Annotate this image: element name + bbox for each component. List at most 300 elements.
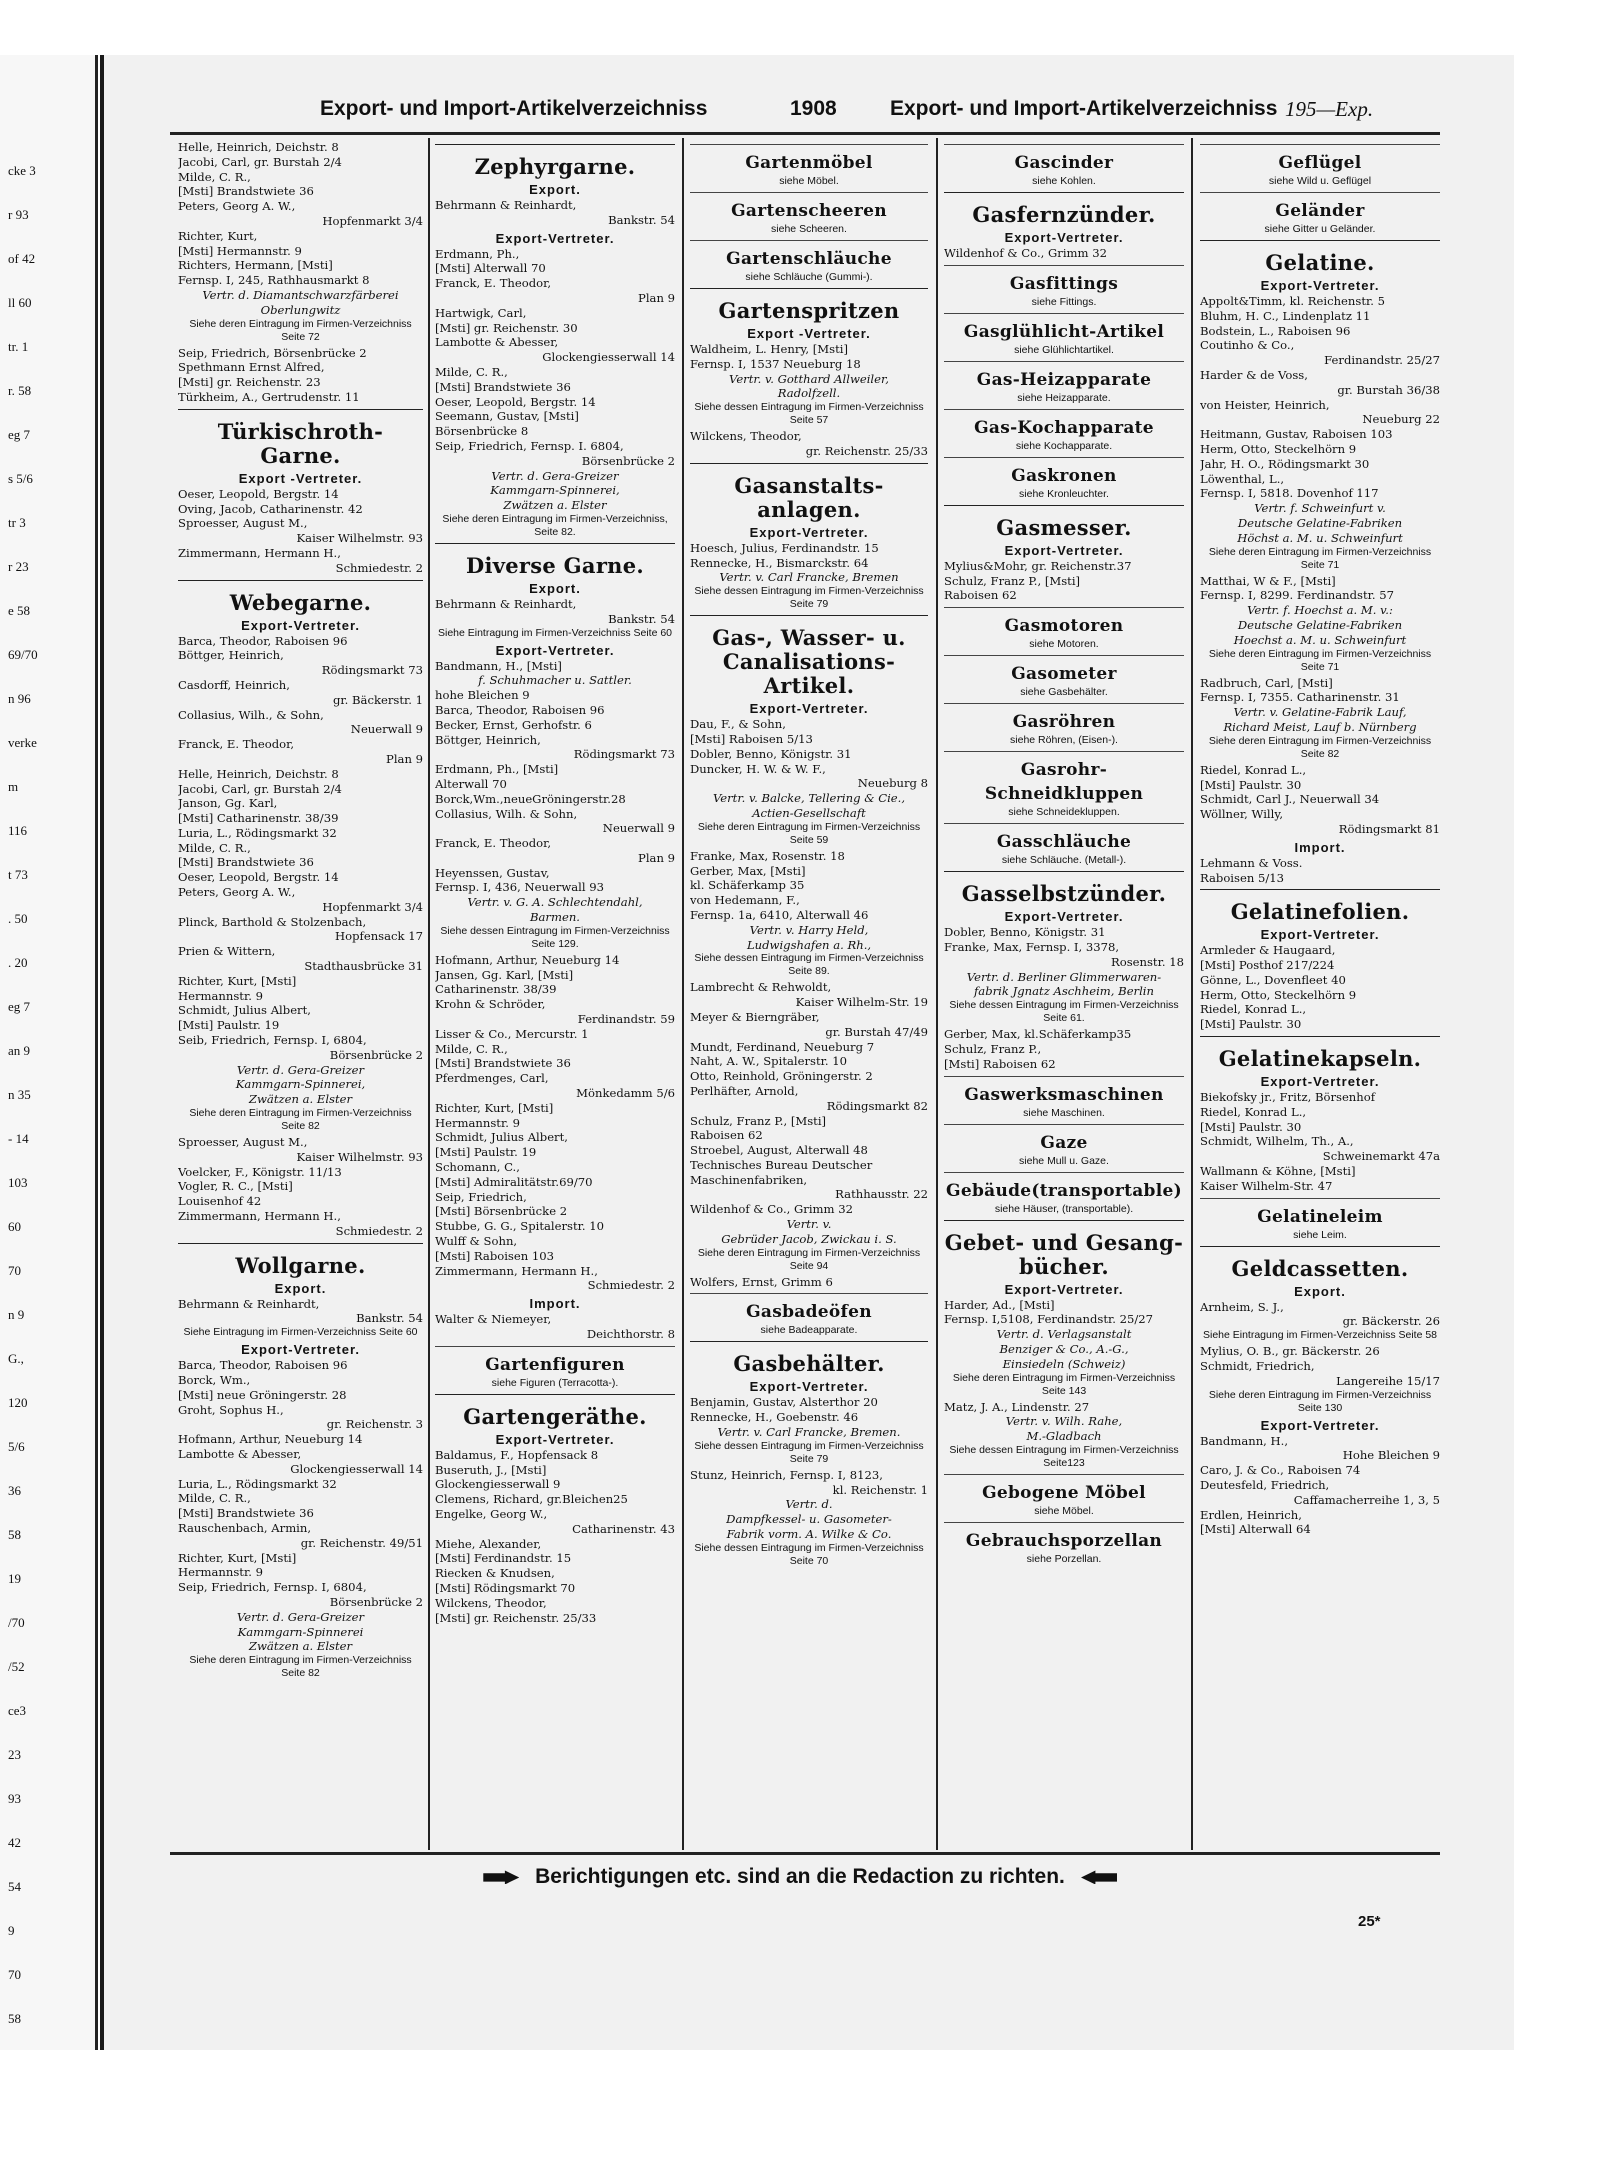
category-block bbox=[944, 823, 1184, 867]
listing-line: Zwätzen a. Elster bbox=[248, 1092, 353, 1107]
listing-line: [Msti] Hermannstr. 9 bbox=[178, 243, 302, 258]
listing-line: Arnheim, S. J., bbox=[1200, 1299, 1284, 1314]
listing-line: Vertr. v. Gotthard Allweiler, bbox=[729, 371, 889, 386]
listing-line: Rauschenbach, Armin, bbox=[178, 1520, 312, 1535]
cross-reference: siehe Kronleuchter. bbox=[1019, 487, 1109, 500]
listing-line: Harder & de Voss, bbox=[1200, 367, 1308, 382]
listing-line: Hopfenmarkt 3/4 bbox=[322, 899, 423, 914]
listing-line: Collasius, Wilh. & Sohn, bbox=[435, 806, 578, 821]
listing-entry bbox=[944, 925, 1184, 999]
listing-entry bbox=[690, 1468, 928, 1542]
listing-line: Gerber, Max, kl.Schäferkamp35 bbox=[944, 1027, 1132, 1042]
adjacent-page-fragment: cke 3 bbox=[8, 163, 36, 178]
listing-line: Hoechst a. M. u. Schweinfurt bbox=[1233, 632, 1407, 647]
listing-line: Ferdinandstr. 25/27 bbox=[1324, 353, 1440, 368]
listing-line: Jacobi, Carl, gr. Burstah 2/4 bbox=[178, 781, 342, 796]
listing-line: Jahr, H. O., Rödingsmarkt 30 bbox=[1200, 456, 1370, 471]
listing-line: Oeser, Leopold, Bergstr. 14 bbox=[178, 870, 339, 885]
listing-line: Voelcker, F., Königstr. 11/13 bbox=[178, 1164, 342, 1179]
listing-line: Vertr. d. Verlagsanstalt bbox=[996, 1327, 1132, 1342]
listing-line: Lambotte & Abesser, bbox=[178, 1446, 302, 1461]
category-heading: Gebogene Möbel bbox=[982, 1482, 1146, 1503]
listing-line: Vertr. v. Harry Held, bbox=[749, 922, 869, 937]
adjacent-page-fragment: eg 7 bbox=[8, 999, 31, 1014]
listing-entry bbox=[1200, 1090, 1440, 1194]
listing-entry bbox=[1200, 1300, 1440, 1330]
listing-line: Matthai, W & F., [Msti] bbox=[1200, 573, 1336, 588]
listing-line: [Msti] Alterwall 70 bbox=[435, 261, 546, 276]
listing-line: [Msti] gr. Reichenstr. 25/33 bbox=[435, 1610, 597, 1625]
registry-reference: Siehe deren Eintragung im Firmen-Verzeichniss Seite 82 bbox=[189, 1107, 412, 1133]
registry-reference: Siehe dessen Eintragung im Firmen-Verzeichniss Seite 79 bbox=[694, 585, 924, 611]
listing-line: Biekofsky jr., Fritz, Börsenhof bbox=[1200, 1090, 1376, 1105]
adjacent-page-fragment: r 23 bbox=[8, 559, 29, 574]
listing-line: Caffamacherreihe 1, 3, 5 bbox=[1293, 1492, 1440, 1507]
listing-line: Catharinenstr. 38/39 bbox=[435, 982, 557, 997]
listing-line: Schmiedestr. 2 bbox=[335, 560, 423, 575]
listing-line: gr. Reichenstr. 49/51 bbox=[300, 1535, 423, 1550]
cross-reference: siehe Möbel. bbox=[779, 175, 839, 187]
pointing-hand-icon bbox=[1081, 1870, 1117, 1884]
category-block bbox=[944, 703, 1184, 747]
listing-line: Alterwall 70 bbox=[435, 776, 507, 791]
registry-reference: Siehe deren Eintragung im Firmen-Verzeichniss Seite 82 bbox=[189, 1654, 412, 1680]
category-heading: Geländer bbox=[1275, 201, 1365, 221]
listing-line: Baldamus, F., Hopfensack 8 bbox=[435, 1447, 599, 1462]
listing-line: [Msti] Rödingsmarkt 70 bbox=[435, 1580, 576, 1595]
adjacent-page-fragment: tr 3 bbox=[8, 515, 26, 530]
section-label: Export-Vertreter. bbox=[241, 617, 360, 633]
listing-line: Jacobi, Carl, gr. Burstah 2/4 bbox=[178, 154, 342, 169]
category-block bbox=[690, 463, 928, 522]
listing-line: Zimmermann, Hermann H., bbox=[435, 1263, 598, 1278]
category-block bbox=[1200, 889, 1440, 924]
listing-line: Erdmann, Ph., [Msti] bbox=[435, 762, 559, 777]
listing-line: Gebrüder Jacob, Zwickau i. S. bbox=[721, 1231, 897, 1246]
listing-line: Barmen. bbox=[530, 910, 580, 925]
listing-line: Vertr. d. Berliner Glimmerwaren- bbox=[966, 969, 1162, 984]
category-heading: Wollgarne. bbox=[235, 1252, 366, 1278]
listing-line: Stroebel, August, Alterwall 48 bbox=[690, 1143, 868, 1158]
category-block bbox=[944, 871, 1184, 906]
adjacent-page-fragment: n 9 bbox=[8, 1307, 25, 1322]
category-block bbox=[1200, 1198, 1440, 1242]
listing-line: Wöllner, Willy, bbox=[1200, 807, 1284, 822]
listing-line: Groht, Sophus H., bbox=[178, 1402, 284, 1417]
listing-line: [Msti] neue Gröningerstr. 28 bbox=[178, 1387, 347, 1402]
category-block bbox=[690, 1293, 928, 1337]
listing-line: Zimmermann, Hermann H., bbox=[178, 1209, 341, 1224]
category-heading: Gebrauchsporzellan bbox=[965, 1530, 1163, 1551]
listing-entry bbox=[1200, 943, 1440, 1032]
listing-line: Vertr. v. Wilh. Rahe, bbox=[1005, 1414, 1123, 1429]
listing-line: f. Schuhmacher u. Sattler. bbox=[478, 673, 632, 688]
section-label: Import. bbox=[529, 1296, 581, 1312]
adjacent-page-fragment: n 96 bbox=[8, 691, 31, 706]
category-heading: Gelatine. bbox=[1265, 250, 1375, 275]
listing-line: Helle, Heinrich, Deichstr. 8 bbox=[178, 766, 339, 781]
listing-line: Schulz, Franz P., bbox=[944, 1041, 1042, 1056]
registry-reference: Siehe deren Eintragung im Firmen-Verzeichniss Seite 59 bbox=[697, 820, 921, 846]
listing-line: Lambrecht & Rehwoldt, bbox=[690, 980, 832, 995]
adjacent-page-fragment: s 5/6 bbox=[8, 471, 33, 486]
category-heading: Gartenmöbel bbox=[745, 153, 873, 173]
listing-line: Deichthorstr. 8 bbox=[586, 1327, 675, 1341]
category-heading: Gasglühlicht-Artikel bbox=[963, 321, 1165, 342]
category-heading: Gelatinekapseln. bbox=[1218, 1046, 1422, 1072]
listing-line: Vertr. f. Schweinfurt v. bbox=[1254, 501, 1386, 516]
listing-line: Hermannstr. 9 bbox=[435, 1115, 520, 1130]
listing-line: Bluhm, H. C., Lindenplatz 11 bbox=[1200, 308, 1371, 323]
listing-line: Neuerwall 9 bbox=[350, 722, 423, 737]
listing-line: Kaiser Wilhelm-Str. 47 bbox=[1200, 1178, 1333, 1193]
adjacent-page-fragment: e 58 bbox=[8, 603, 31, 618]
listing-line: kl. Reichenstr. 1 bbox=[832, 1482, 928, 1497]
listing-line: Richter, Kurt, bbox=[178, 228, 258, 243]
listing-line: Lisser & Co., Mercurstr. 1 bbox=[435, 1026, 589, 1041]
listing-line: Schmidt, Julius Albert, bbox=[178, 1003, 311, 1018]
category-heading: Gasmesser. bbox=[996, 514, 1132, 540]
listing-line: Milde, C. R., bbox=[178, 840, 251, 855]
listing-entry bbox=[178, 346, 423, 405]
listing-line: Benziger & Co., A.-G., bbox=[999, 1341, 1129, 1356]
listing-line: Richter, Kurt, [Msti] bbox=[435, 1100, 554, 1115]
footer-rule bbox=[170, 1852, 1440, 1855]
listing-entry bbox=[690, 1395, 928, 1439]
adjacent-page-fragment: 70 bbox=[8, 1967, 21, 1982]
listing-line: [Msti] Admiralitätstr.69/70 bbox=[435, 1174, 593, 1189]
listing-line: Vertr. d. Diamantschwarzfärberei bbox=[202, 287, 399, 302]
listing-line: Wallmann & Köhne, [Msti] bbox=[1200, 1164, 1356, 1179]
listing-line: Riedel, Konrad L., bbox=[1200, 1104, 1307, 1119]
listing-line: Richter, Kurt, [Msti] bbox=[178, 1550, 297, 1565]
listing-line: [Msti] Raboisen 5/13 bbox=[690, 731, 813, 746]
listing-line: Kaiser Wilhelmstr. 93 bbox=[296, 531, 423, 546]
listing-line: Hoesch, Julius, Ferdinandstr. 15 bbox=[690, 540, 879, 555]
listing-line: Hofmann, Arthur, Neueburg 14 bbox=[435, 952, 620, 967]
listing-line: Appolt&Timm, kl. Reichenstr. 5 bbox=[1200, 294, 1385, 308]
category-block bbox=[178, 580, 423, 615]
listing-line: Schulz, Franz P., [Msti] bbox=[690, 1113, 827, 1128]
listing-line: Schmidt, Wilhelm, Th., A., bbox=[1200, 1134, 1354, 1149]
listing-line: [Msti] Catharinenstr. 38/39 bbox=[178, 811, 339, 826]
listing-line: Rödingsmarkt 81 bbox=[1338, 821, 1440, 836]
adjacent-page-fragment: 60 bbox=[8, 1219, 21, 1234]
listing-entry bbox=[1200, 763, 1440, 837]
listing-line: gr. Reichenstr. 3 bbox=[326, 1417, 423, 1432]
category-block bbox=[435, 1394, 675, 1429]
listing-entry bbox=[1200, 856, 1440, 886]
column-divider bbox=[428, 138, 430, 1850]
adjacent-page-fragment: 93 bbox=[8, 1791, 21, 1806]
listing-line: Benjamin, Gustav, Alsterthor 20 bbox=[690, 1395, 878, 1410]
listing-line: Vertr. v. Balcke, Tellering & Cie., bbox=[712, 791, 906, 806]
adjacent-page-fragment: 120 bbox=[8, 1395, 28, 1410]
listing-line: Behrmann & Reinhardt, bbox=[435, 596, 577, 611]
listing-line: Kammgarn-Spinnerei bbox=[237, 1624, 364, 1639]
cross-reference: siehe Häuser, (transportable). bbox=[994, 1202, 1134, 1215]
listing-line: Oeser, Leopold, Bergstr. 14 bbox=[435, 394, 596, 409]
listing-entry bbox=[435, 597, 675, 627]
category-block bbox=[690, 615, 928, 698]
registry-reference: Siehe deren Eintragung im Firmen-Verzeichniss Seite 71 bbox=[1208, 545, 1432, 571]
listing-entry bbox=[944, 1027, 1184, 1071]
listing-line: Engelke, Georg W., bbox=[435, 1506, 548, 1521]
listing-line: Börsenbrücke 2 bbox=[329, 1594, 423, 1609]
listing-line: Hartwigk, Carl, bbox=[435, 305, 527, 320]
adjacent-page-fragment: . 50 bbox=[8, 911, 28, 926]
listing-line: Wilckens, Theodor, bbox=[435, 1595, 547, 1610]
page-number: 25* bbox=[1358, 1913, 1381, 1930]
listing-line: Radolfzell. bbox=[777, 386, 841, 401]
listing-line: Löwenthal, L., bbox=[1200, 471, 1285, 486]
section-label: Export. bbox=[274, 1280, 327, 1296]
listing-line: Hopfensack 17 bbox=[335, 929, 423, 944]
adjacent-page-fragment: n 35 bbox=[8, 1087, 31, 1102]
listing-line: Bandmann, H., [Msti] bbox=[435, 658, 562, 673]
pointing-hand-icon bbox=[483, 1870, 519, 1884]
adjacent-page-fragment: an 9 bbox=[8, 1043, 31, 1058]
listing-line: Rödingsmarkt 73 bbox=[573, 747, 675, 762]
listing-line: Kammgarn-Spinnerei, bbox=[490, 483, 620, 498]
listing-line: Fernsp. I, 5818. Dovenhof 117 bbox=[1200, 486, 1379, 501]
listing-line: Radbruch, Carl, [Msti] bbox=[1200, 675, 1333, 690]
listing-line: Richard Meist, Lauf b. Nürnberg bbox=[1223, 719, 1417, 734]
listing-entry bbox=[435, 1448, 675, 1626]
adjacent-page-fragment: verke bbox=[8, 735, 37, 750]
listing-line: Stunz, Heinrich, Fernsp. I, 8123, bbox=[690, 1467, 883, 1482]
column-3 bbox=[690, 140, 928, 1850]
category-heading: Gasanstalts-anlagen. bbox=[734, 472, 884, 522]
adjacent-page-fragment: /52 bbox=[8, 1659, 25, 1674]
listing-line: Dobler, Benno, Königstr. 31 bbox=[690, 746, 852, 761]
listing-line: Böttger, Heinrich, bbox=[178, 648, 284, 663]
section-label: Export-Vertreter. bbox=[749, 524, 869, 540]
registry-reference: Siehe dessen Eintragung im Firmen-Verzeichniss Seite 61. bbox=[949, 999, 1179, 1025]
cross-reference: siehe Badeapparate. bbox=[760, 1324, 858, 1337]
registry-reference: Siehe deren Eintragung im Firmen-Verzeichniss, Seite 82. bbox=[442, 512, 668, 538]
category-block bbox=[944, 313, 1184, 357]
listing-line: Ferdinandstr. 59 bbox=[577, 1012, 675, 1027]
listing-line: Plan 9 bbox=[638, 290, 675, 305]
listing-line: Franke, Max, Fernsp. I, 3378, bbox=[944, 939, 1120, 954]
category-block bbox=[944, 457, 1184, 501]
category-block bbox=[944, 265, 1184, 309]
cross-reference: siehe Scheeren. bbox=[771, 223, 847, 235]
category-heading: Gaze bbox=[1040, 1132, 1088, 1153]
listing-line: Dobler, Benno, Königstr. 31 bbox=[944, 925, 1106, 940]
listing-line: Riedel, Konrad L., bbox=[1200, 762, 1307, 777]
column-divider bbox=[1191, 138, 1193, 1850]
listing-line: Rödingsmarkt 73 bbox=[321, 663, 423, 678]
listing-line: Plinck, Barthold & Stolzenbach, bbox=[178, 914, 367, 929]
listing-line: Walter & Niemeyer, bbox=[435, 1312, 552, 1327]
listing-line: Casdorff, Heinrich, bbox=[178, 677, 290, 692]
category-heading: Webegarne. bbox=[229, 589, 372, 615]
listing-line: Riedel, Konrad L., bbox=[1200, 1002, 1307, 1017]
listing-line: Maschinenfabriken, bbox=[690, 1172, 808, 1187]
listing-line: Hohe Bleichen 9 bbox=[1342, 1448, 1440, 1463]
category-heading: Gelatineleim bbox=[1257, 1206, 1383, 1227]
listing-line: Hofmann, Arthur, Neueburg 14 bbox=[178, 1432, 363, 1447]
listing-line: Franck, E. Theodor, bbox=[435, 276, 552, 291]
listing-line: [Msti] Brandstwiete 36 bbox=[435, 1056, 571, 1071]
listing-entry bbox=[690, 980, 928, 1246]
listing-line: Technisches Bureau Deutscher bbox=[690, 1157, 873, 1172]
listing-line: Becker, Ernst, Gerhofstr. 6 bbox=[435, 717, 592, 732]
listing-line: Vertr. v. Carl Francke, Bremen bbox=[719, 570, 899, 585]
column-1 bbox=[178, 140, 423, 1850]
category-heading: Gascinder bbox=[1014, 153, 1114, 173]
listing-line: Fernsp. I, 1537 Neueburg 18 bbox=[690, 356, 861, 371]
listing-entry bbox=[1200, 574, 1440, 648]
listing-line: Peters, Georg A. W., bbox=[178, 199, 296, 214]
listing-entry bbox=[435, 659, 675, 925]
listing-line: Franck, E. Theodor, bbox=[178, 737, 295, 752]
footer-text: Berichtigungen etc. sind an die Redaction zu richten. bbox=[535, 1865, 1065, 1888]
listing-line: gr. Burstah 36/38 bbox=[1337, 382, 1440, 397]
listing-line: Miehe, Alexander, bbox=[435, 1536, 542, 1551]
category-block bbox=[1200, 1246, 1440, 1281]
listing-line: Lambotte & Abesser, bbox=[435, 335, 559, 350]
listing-line: Lehmann & Voss. bbox=[1200, 855, 1303, 870]
listing-line: Vertr. v. G. A. Schlechtendahl, bbox=[467, 895, 643, 910]
listing-entry bbox=[435, 953, 675, 1293]
section-label: Export -Vertreter. bbox=[747, 326, 871, 341]
listing-line: Actien-Gesellschaft bbox=[752, 805, 866, 820]
registry-reference: Siehe dessen Eintragung im Firmen-Verzeichniss Seite 129. bbox=[440, 924, 670, 950]
category-block bbox=[944, 1172, 1184, 1216]
listing-line: Kaiser Wilhelmstr. 93 bbox=[296, 1149, 423, 1164]
registry-reference: Siehe deren Eintragung im Firmen-Verzeichniss Seite 82 bbox=[1208, 734, 1432, 760]
category-heading: Gartenschläuche bbox=[726, 249, 892, 269]
column-divider bbox=[682, 138, 684, 1850]
listing-line: Neueburg 22 bbox=[1362, 412, 1440, 427]
listing-line: [Msti] Posthof 217/224 bbox=[1200, 958, 1335, 973]
category-heading: Gaswerksmaschinen bbox=[964, 1084, 1164, 1105]
adjacent-page-fragment: tr. 1 bbox=[8, 339, 29, 354]
category-heading: Gasometer bbox=[1011, 664, 1117, 685]
listing-line: Gerber, Max, [Msti] bbox=[690, 863, 806, 878]
listing-line: Mundt, Ferdinand, Neueburg 7 bbox=[690, 1039, 875, 1054]
category-heading: Gas-, Wasser- u. Canalisations-Artikel. bbox=[712, 625, 906, 699]
listing-line: Oving, Jacob, Catharinenstr. 42 bbox=[178, 501, 363, 516]
listing-line: Catharinenstr. 43 bbox=[572, 1521, 675, 1536]
listing-line: Pferdmenges, Carl, bbox=[435, 1071, 549, 1086]
listing-line: Bandmann, H., bbox=[1200, 1433, 1289, 1448]
adjacent-page-fragment: . 20 bbox=[8, 955, 28, 970]
listing-line: Vogler, R. C., [Msti] bbox=[178, 1179, 293, 1194]
adjacent-page-fragment: 58 bbox=[8, 1527, 21, 1542]
listing-line: Heitmann, Gustav, Raboisen 103 bbox=[1200, 427, 1393, 442]
listing-line: Zwätzen a. Elster bbox=[503, 498, 607, 513]
category-heading: Gasfittings bbox=[1009, 273, 1119, 294]
listing-line: Glockengiesserwall 9 bbox=[435, 1477, 561, 1492]
listing-line: Börsenbrücke 2 bbox=[581, 453, 675, 468]
cross-reference: siehe Porzellan. bbox=[1026, 1552, 1102, 1565]
listing-line: Borck,Wm.,neueGröningerstr.28 bbox=[435, 791, 626, 806]
category-block bbox=[944, 1522, 1184, 1566]
category-block bbox=[690, 1341, 928, 1376]
listing-line: Wulff & Sohn, bbox=[435, 1234, 518, 1249]
category-heading: Gartenscheeren bbox=[731, 201, 887, 221]
adjacent-page-fragment: /70 bbox=[8, 1615, 25, 1630]
category-block bbox=[944, 361, 1184, 405]
adjacent-page-fragment: 58 bbox=[8, 2011, 21, 2026]
listing-line: Sproesser, August M., bbox=[178, 516, 308, 531]
listing-line: Caro, J. & Co., Raboisen 74 bbox=[1200, 1463, 1361, 1478]
category-heading: Gartengeräthe. bbox=[463, 1403, 647, 1429]
listing-entry bbox=[690, 429, 928, 459]
listing-line: [Msti] Paulstr. 19 bbox=[435, 1145, 537, 1160]
listing-line: Harder, Ad., [Msti] bbox=[944, 1297, 1055, 1312]
section-label: Export. bbox=[529, 182, 581, 197]
section-label: Export-Vertreter. bbox=[1004, 1281, 1124, 1297]
listing-line: Bankstr. 54 bbox=[356, 1311, 423, 1326]
listing-entry bbox=[178, 1135, 423, 1239]
listing-line: Bodstein, L., Raboisen 96 bbox=[1200, 323, 1351, 338]
listing-entry bbox=[944, 1400, 1184, 1444]
listing-line: Neueburg 8 bbox=[857, 776, 928, 791]
column-2 bbox=[435, 140, 675, 1850]
listing-line: gr. Burstah 47/49 bbox=[825, 1024, 928, 1039]
header-rule bbox=[170, 132, 1440, 135]
listing-line: gr. Bäckerstr. 26 bbox=[1342, 1314, 1440, 1329]
category-block bbox=[944, 1474, 1184, 1518]
category-heading: Gasröhren bbox=[1012, 712, 1116, 733]
adjacent-page-fragment: 69/70 bbox=[8, 647, 38, 662]
listing-line: [Msti] Paulstr. 19 bbox=[178, 1018, 280, 1033]
listing-line: Vertr. d. Gera-Greizer bbox=[236, 1609, 365, 1624]
registry-reference: Siehe deren Eintragung im Firmen-Verzeichniss Seite 130 bbox=[1208, 1388, 1432, 1414]
category-heading: Gaskronen bbox=[1011, 465, 1117, 486]
listing-line: Schmidt, Friedrich, bbox=[1200, 1359, 1315, 1374]
listing-line: Seip, Friedrich, Fernsp. I, 6804, bbox=[178, 1580, 367, 1595]
listing-line: Vertr. v. Carl Francke, Bremen. bbox=[717, 1425, 901, 1440]
cross-reference: siehe Mull u. Gaze. bbox=[1019, 1154, 1109, 1167]
listing-line: [Msti] Paulstr. 30 bbox=[1200, 777, 1302, 792]
listing-line: Coutinho & Co., bbox=[1200, 338, 1295, 353]
category-block bbox=[944, 607, 1184, 651]
category-block bbox=[690, 192, 928, 236]
adjacent-page-fragment: 23 bbox=[8, 1747, 21, 1762]
category-heading: Gebet- und Gesang-bücher. bbox=[944, 1229, 1184, 1279]
listing-line: [Msti] Brandstwiete 36 bbox=[435, 379, 571, 394]
listing-line: Zimmermann, Hermann H., bbox=[178, 545, 341, 560]
category-block bbox=[944, 505, 1184, 540]
cross-reference: siehe Kochapparate. bbox=[1015, 439, 1113, 452]
listing-line: Oberlungwitz bbox=[260, 302, 341, 317]
listing-line: Vertr. d. Gera-Greizer bbox=[491, 468, 619, 483]
section-label: Export -Vertreter. bbox=[238, 470, 363, 486]
footer-note bbox=[0, 1865, 1600, 1889]
column-5 bbox=[1200, 140, 1440, 1850]
section-label: Export-Vertreter. bbox=[1260, 1074, 1380, 1090]
listing-line: Schmiedestr. 2 bbox=[335, 1223, 423, 1238]
category-block bbox=[1200, 192, 1440, 236]
category-block bbox=[944, 1124, 1184, 1168]
listing-entry bbox=[1200, 1434, 1440, 1538]
adjacent-page-fragment: 9 bbox=[8, 1923, 15, 1938]
listing-line: [Msti] Börsenbrücke 2 bbox=[435, 1204, 568, 1219]
listing-line: Schmidt, Carl J., Neuerwall 34 bbox=[1200, 792, 1380, 807]
listing-line: Vertr. d. Gera-Greizer bbox=[236, 1062, 365, 1077]
listing-line: Vertr. v. bbox=[786, 1217, 832, 1232]
listing-line: Barca, Theodor, Raboisen 96 bbox=[435, 702, 605, 717]
listing-line: [Msti] Paulstr. 30 bbox=[1200, 1017, 1302, 1032]
listing-entry bbox=[944, 1298, 1184, 1372]
column-divider bbox=[936, 138, 938, 1850]
